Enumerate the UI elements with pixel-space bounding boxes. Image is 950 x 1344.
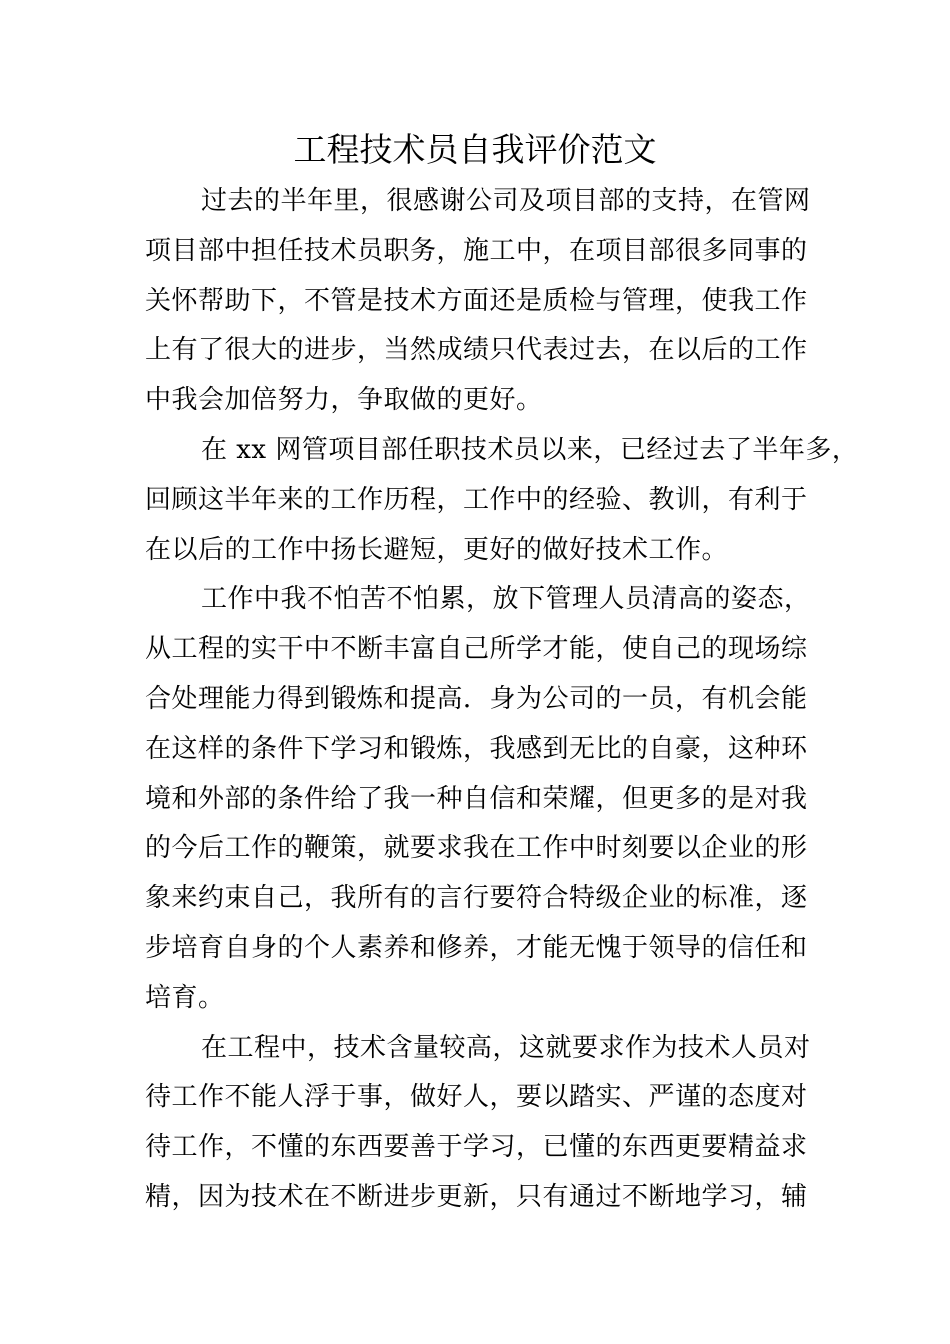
- text-line: 步培育自身的个人素养和修养，才能无愧于领导的信任和: [145, 932, 808, 963]
- paragraph-1: [145, 177, 825, 426]
- text-line: 在工程中，技术含量较高，这就要求作为技术人员对: [201, 1032, 811, 1063]
- text-line: 过去的半年里，很感谢公司及项目部的支持，在管网: [201, 186, 811, 216]
- text-line: 中我会加倍努力，争取做的更好。: [145, 385, 543, 416]
- text-line: 境和外部的条件给了我一种自信和荣耀，但更多的是对我: [145, 783, 808, 814]
- text-line: 在以后的工作中扬长避短，更好的做好技术工作。: [145, 534, 729, 565]
- text-line: 精，因为技术在不断进步更新，只有通过不断地学习，辅: [145, 1181, 808, 1212]
- text-line: 在这样的条件下学习和锻炼，我感到无比的自豪，这种环: [145, 733, 808, 764]
- text-line: 的今后工作的鞭策，就要求我在工作中时刻要以企业的形: [145, 833, 808, 864]
- text-line: 象来约束自己，我所有的言行要符合特级企业的标准，逐: [145, 883, 808, 914]
- text-line: 工作中我不怕苦不怕累，放下管理人员清高的姿态，: [201, 584, 811, 615]
- document-body: [145, 177, 859, 1223]
- text-line: 项目部中担任技术员职务，施工中，在项目部很多同事的: [145, 235, 808, 266]
- paragraph-4: [145, 1024, 825, 1223]
- text-line: 待工作，不懂的东西要善于学习，已懂的东西更要精益求: [145, 1132, 808, 1163]
- text-line: 培育。: [145, 982, 225, 1013]
- text-line: 上有了很大的进步，当然成绩只代表过去，在以后的工作: [145, 335, 808, 366]
- paragraph-3: [145, 575, 825, 1023]
- paragraph-2: [145, 426, 859, 575]
- text-line: 待工作不能人浮于事，做好人，要以踏实、严谨的态度对: [145, 1082, 808, 1113]
- text-line: 回顾这半年来的工作历程，工作中的经验、教训，有利于: [145, 484, 808, 515]
- text-line: 从工程的实干中不断丰富自己所学才能，使自己的现场综: [145, 634, 808, 665]
- document-title: 工程技术员自我评价范文: [293, 130, 657, 169]
- text-line: 关怀帮助下，不管是技术方面还是质检与管理，使我工作: [145, 285, 808, 316]
- text-line: 在 xx 网管项目部任职技术员以来，已经过去了半年多，: [201, 434, 859, 465]
- text-line: 合处理能力得到锻炼和提高．身为公司的一员，有机会能: [145, 683, 808, 714]
